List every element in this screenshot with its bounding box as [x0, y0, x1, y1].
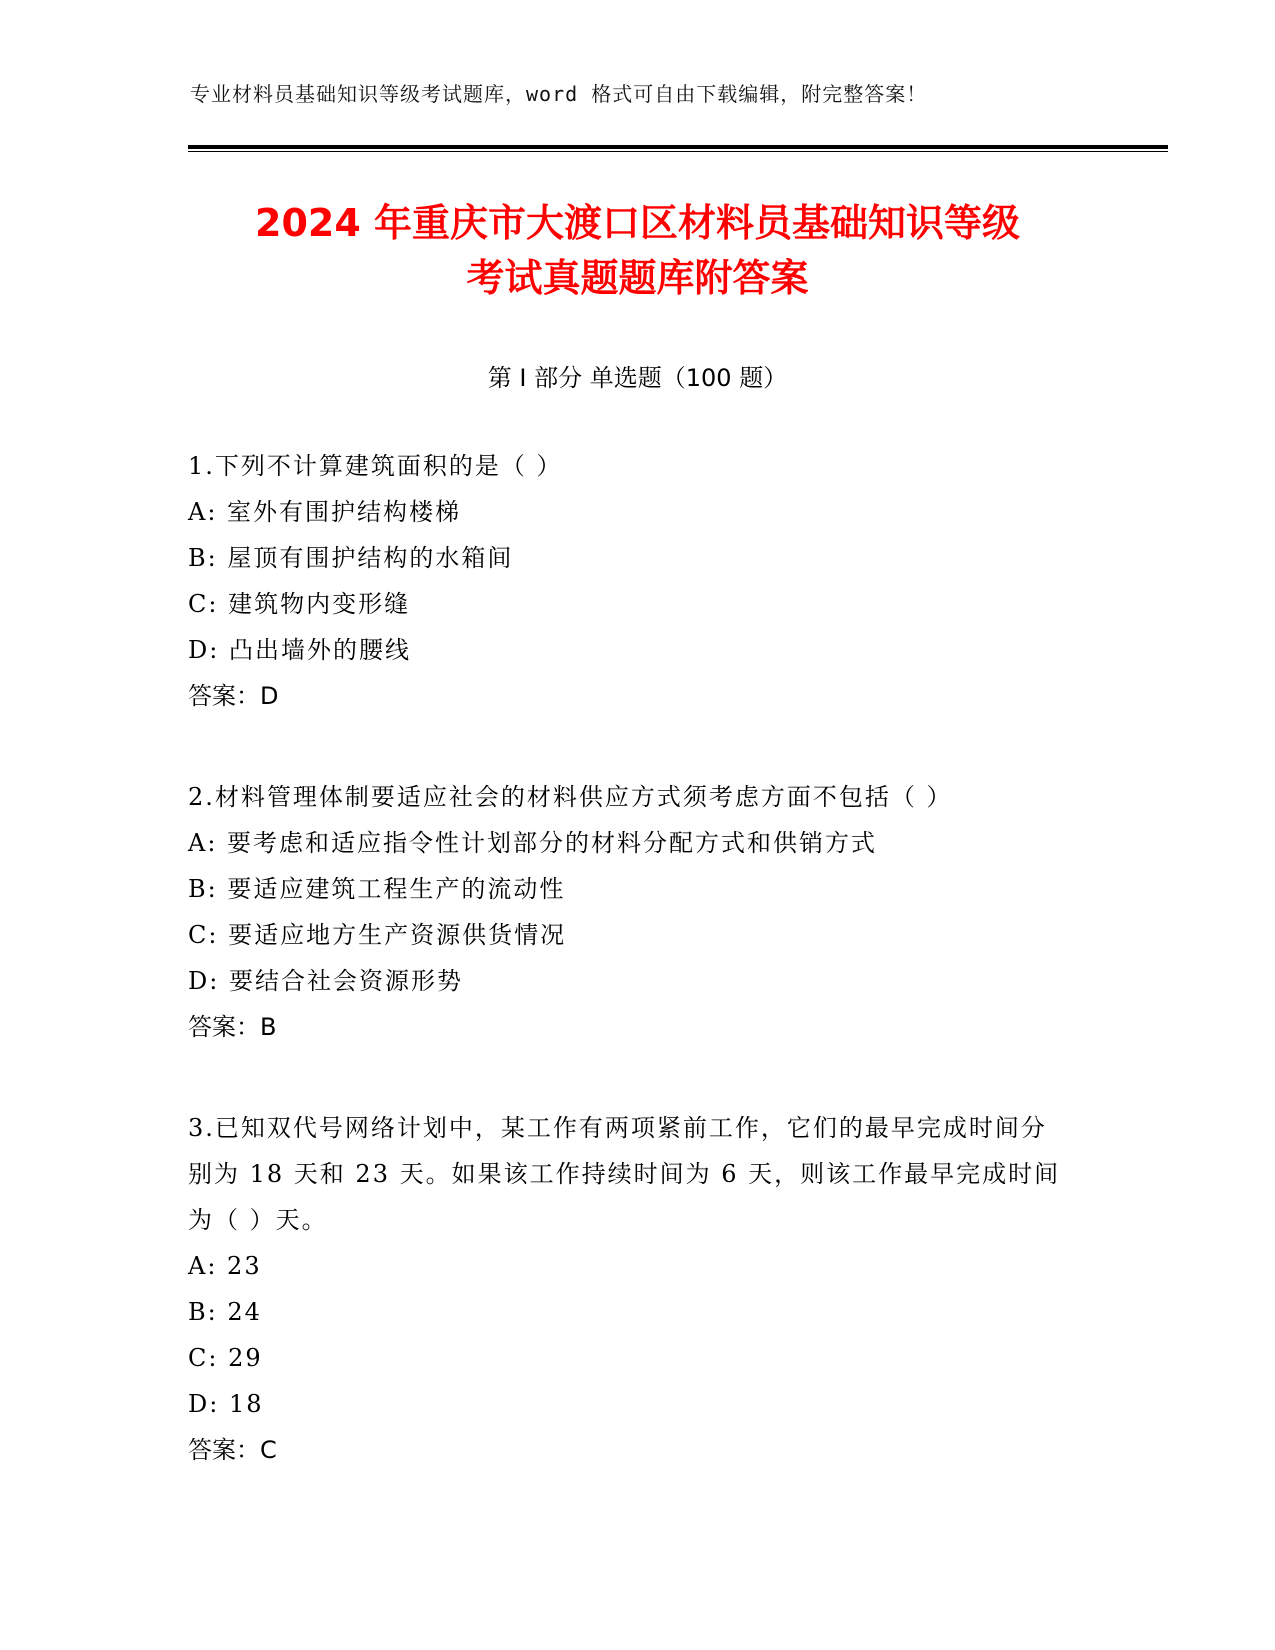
- option-b: B: 要适应建筑工程生产的流动性: [188, 875, 566, 903]
- option-d: D: 凸出墙外的腰线: [188, 636, 411, 664]
- page-header: 专业材料员基础知识等级考试题库，word 格式可自由下载编辑，附完整答案！: [190, 82, 928, 106]
- header-rule-thin: [188, 151, 1168, 152]
- header-rule-thick: [188, 145, 1168, 149]
- title-line-2: 考试真题题库附答案: [466, 256, 809, 300]
- question-stem: 3.已知双代号网络计划中，某工作有两项紧前工作，它们的最早完成时间分别为 18 天和 23 天。如果该工作持续时间为 6 天，则该工作最早完成时间为（ ）天。: [188, 1114, 1061, 1234]
- option-c: C: 建筑物内变形缝: [188, 590, 411, 618]
- option-a: A: 室外有围护结构楼梯: [188, 498, 462, 526]
- option-a: A: 要考虑和适应指令性计划部分的材料分配方式和供销方式: [188, 829, 878, 857]
- option-c: C: 29: [188, 1344, 263, 1372]
- option-b: B: 屋顶有围护结构的水箱间: [188, 544, 514, 572]
- option-c: C: 要适应地方生产资源供货情况: [188, 921, 567, 949]
- question-1: [188, 443, 1068, 719]
- section-title: 第 I 部分 单选题（100 题）: [487, 364, 788, 392]
- document-title: [150, 196, 1125, 306]
- answer: 答案：D: [188, 682, 279, 710]
- answer: 答案：C: [188, 1436, 277, 1464]
- title-line-1: 2024 年重庆市大渡口区材料员基础知识等级: [255, 201, 1020, 245]
- option-d: D: 要结合社会资源形势: [188, 967, 463, 995]
- option-d: D: 18: [188, 1390, 264, 1418]
- question-list: [188, 443, 1068, 1528]
- question-3: [188, 1105, 1068, 1473]
- option-a: A: 23: [188, 1252, 262, 1280]
- question-2: [188, 774, 1068, 1050]
- question-stem: 1.下列不计算建筑面积的是（ ）: [188, 452, 563, 480]
- answer: 答案：B: [188, 1013, 277, 1041]
- option-b: B: 24: [188, 1298, 262, 1326]
- question-stem: 2.材料管理体制要适应社会的材料供应方式须考虑方面不包括（ ）: [188, 783, 953, 811]
